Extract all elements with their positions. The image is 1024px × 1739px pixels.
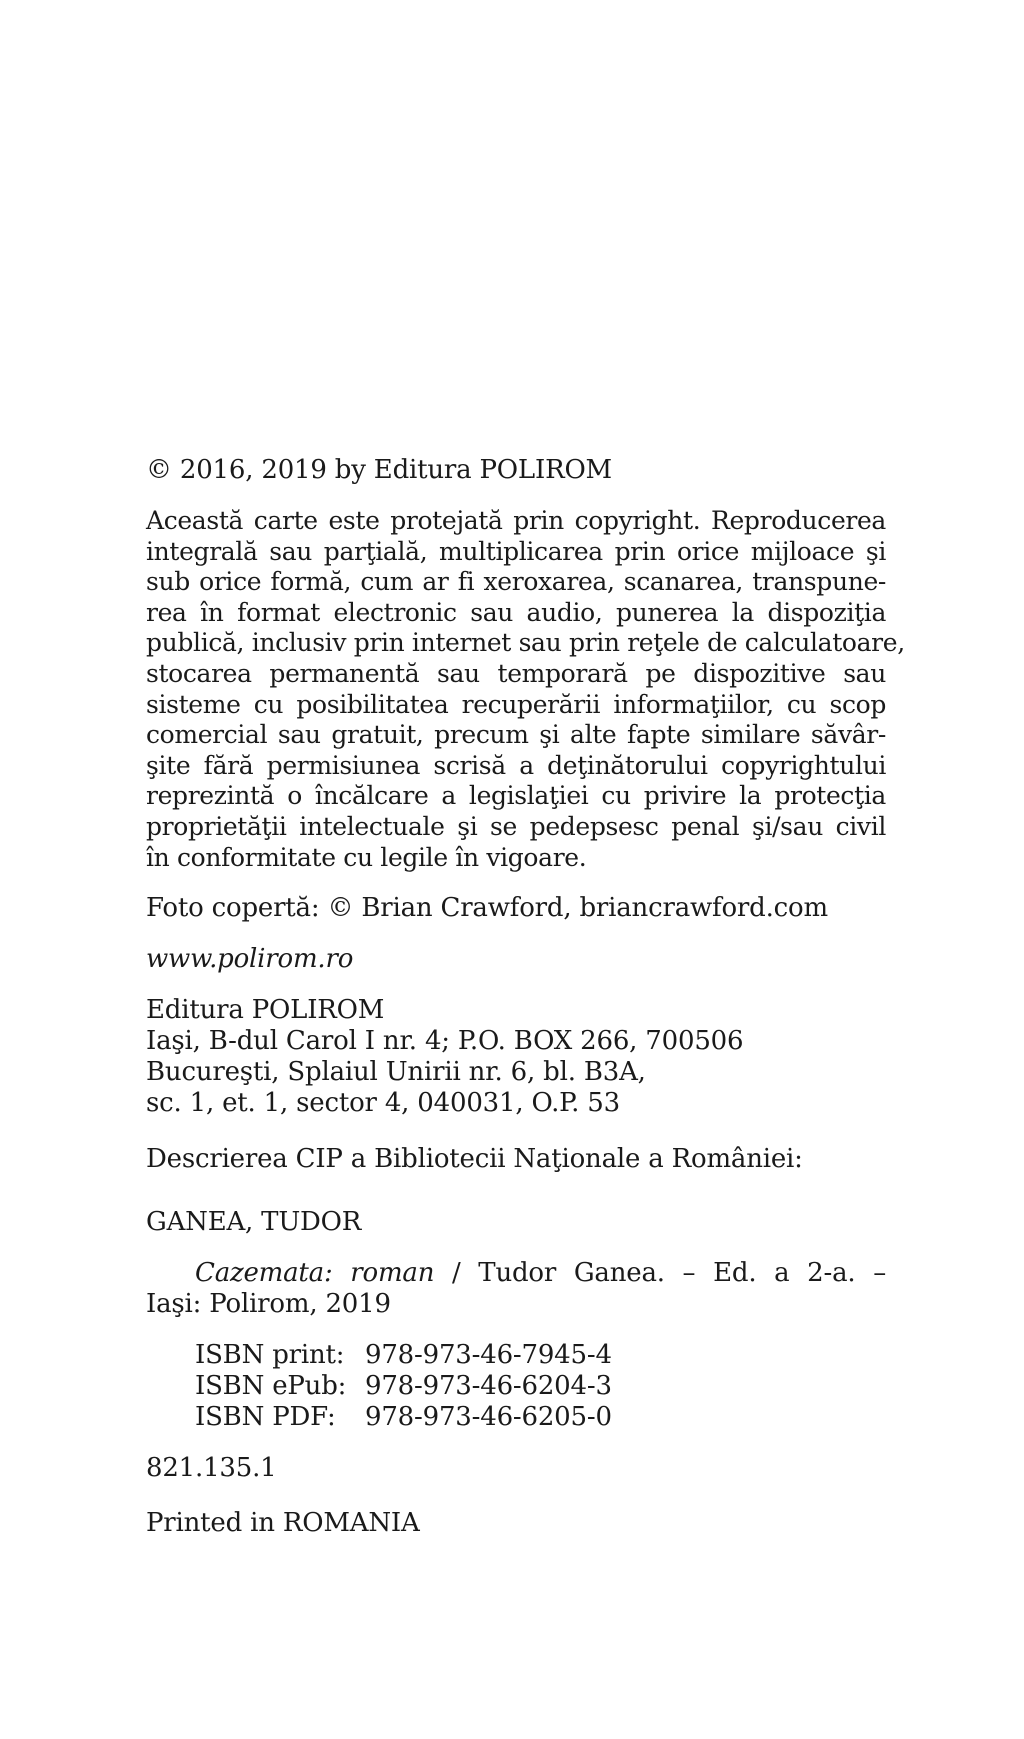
copyright-page (146, 455, 905, 1539)
isbn-row-print (195, 1340, 886, 1371)
cip-author: GANEA, TUDOR (146, 1207, 362, 1238)
isbn-value: 978-973-46-7945-4 (365, 1340, 612, 1371)
cip-title-line (146, 1258, 886, 1289)
cip-title-statement: / Tudor Ganea. – Ed. a 2-a. – (434, 1258, 886, 1289)
cover-photo-credit: Foto copertă: © Brian Crawford, briancrawford.com (146, 893, 828, 924)
publisher-address-bucuresti: Bucureşti, Splaiul Unirii nr. 6, bl. B3A, (146, 1057, 646, 1088)
isbn-value: 978-973-46-6204-3 (365, 1371, 612, 1402)
publisher-address-iasi: Iaşi, B-dul Carol I nr. 4; P.O. BOX 266, 700506 (146, 1026, 744, 1057)
legal-notice-line: reprezintă o încălcare a legislaţiei cu privire la protecţia (146, 781, 886, 811)
isbn-list (146, 1340, 886, 1433)
isbn-value: 978-973-46-6205-0 (365, 1402, 612, 1433)
cip-title-entry (146, 1258, 886, 1320)
copyright-notice: © 2016, 2019 by Editura POLIROM (146, 455, 612, 485)
isbn-label: ISBN ePub: (195, 1371, 347, 1402)
legal-notice-line: proprietăţii intelectuale şi se pedepsesc penal şi/sau civil (146, 811, 886, 841)
isbn-row-epub (195, 1371, 886, 1402)
legal-notice-line: comercial sau gratuit, precum şi alte fapte similare săvâr- (146, 720, 886, 750)
legal-notice-line: Această carte este protejată prin copyright. Reproducerea (146, 506, 886, 535)
cip-heading: Descrierea CIP a Bibliotecii Naţionale a României: (146, 1144, 803, 1175)
legal-notice-line: sisteme cu posibilitatea recuperării informaţiilor, cu scop (146, 689, 886, 719)
isbn-row-pdf (195, 1402, 886, 1433)
cip-book-title: Cazemata: roman (195, 1258, 435, 1289)
legal-notice-line: şite fără permisiunea scrisă a deţinătorului copyrightului (146, 750, 886, 780)
publisher-website-link[interactable]: www.polirom.ro (146, 944, 354, 975)
isbn-label: ISBN PDF: (195, 1402, 336, 1433)
legal-notice (146, 506, 905, 873)
legal-notice-line: în conformitate cu legile în vigoare. (146, 842, 587, 872)
legal-notice-line: rea în format electronic sau audio, punerea la dispoziţia (146, 597, 886, 627)
publisher-name: Editura POLIROM (146, 995, 385, 1026)
publisher-address-bucuresti-cont: sc. 1, et. 1, sector 4, 040031, O.P. 53 (146, 1088, 620, 1119)
legal-notice-line: sub orice formă, cum ar fi xeroxarea, scanarea, transpune- (146, 567, 886, 597)
publisher-address-block (146, 995, 886, 1119)
cip-imprint: Iaşi: Polirom, 2019 (146, 1289, 391, 1320)
legal-notice-line: publică, inclusiv prin internet sau prin reţele de calculatoare, (146, 628, 905, 658)
printed-in-note: Printed in ROMANIA (146, 1508, 420, 1539)
udc-classification: 821.135.1 (146, 1453, 277, 1484)
legal-notice-line: integrală sau parţială, multiplicarea prin orice mijloace şi (146, 536, 886, 566)
legal-notice-line: stocarea permanentă sau temporară pe dispozitive sau (146, 658, 886, 688)
isbn-label: ISBN print: (195, 1340, 345, 1371)
